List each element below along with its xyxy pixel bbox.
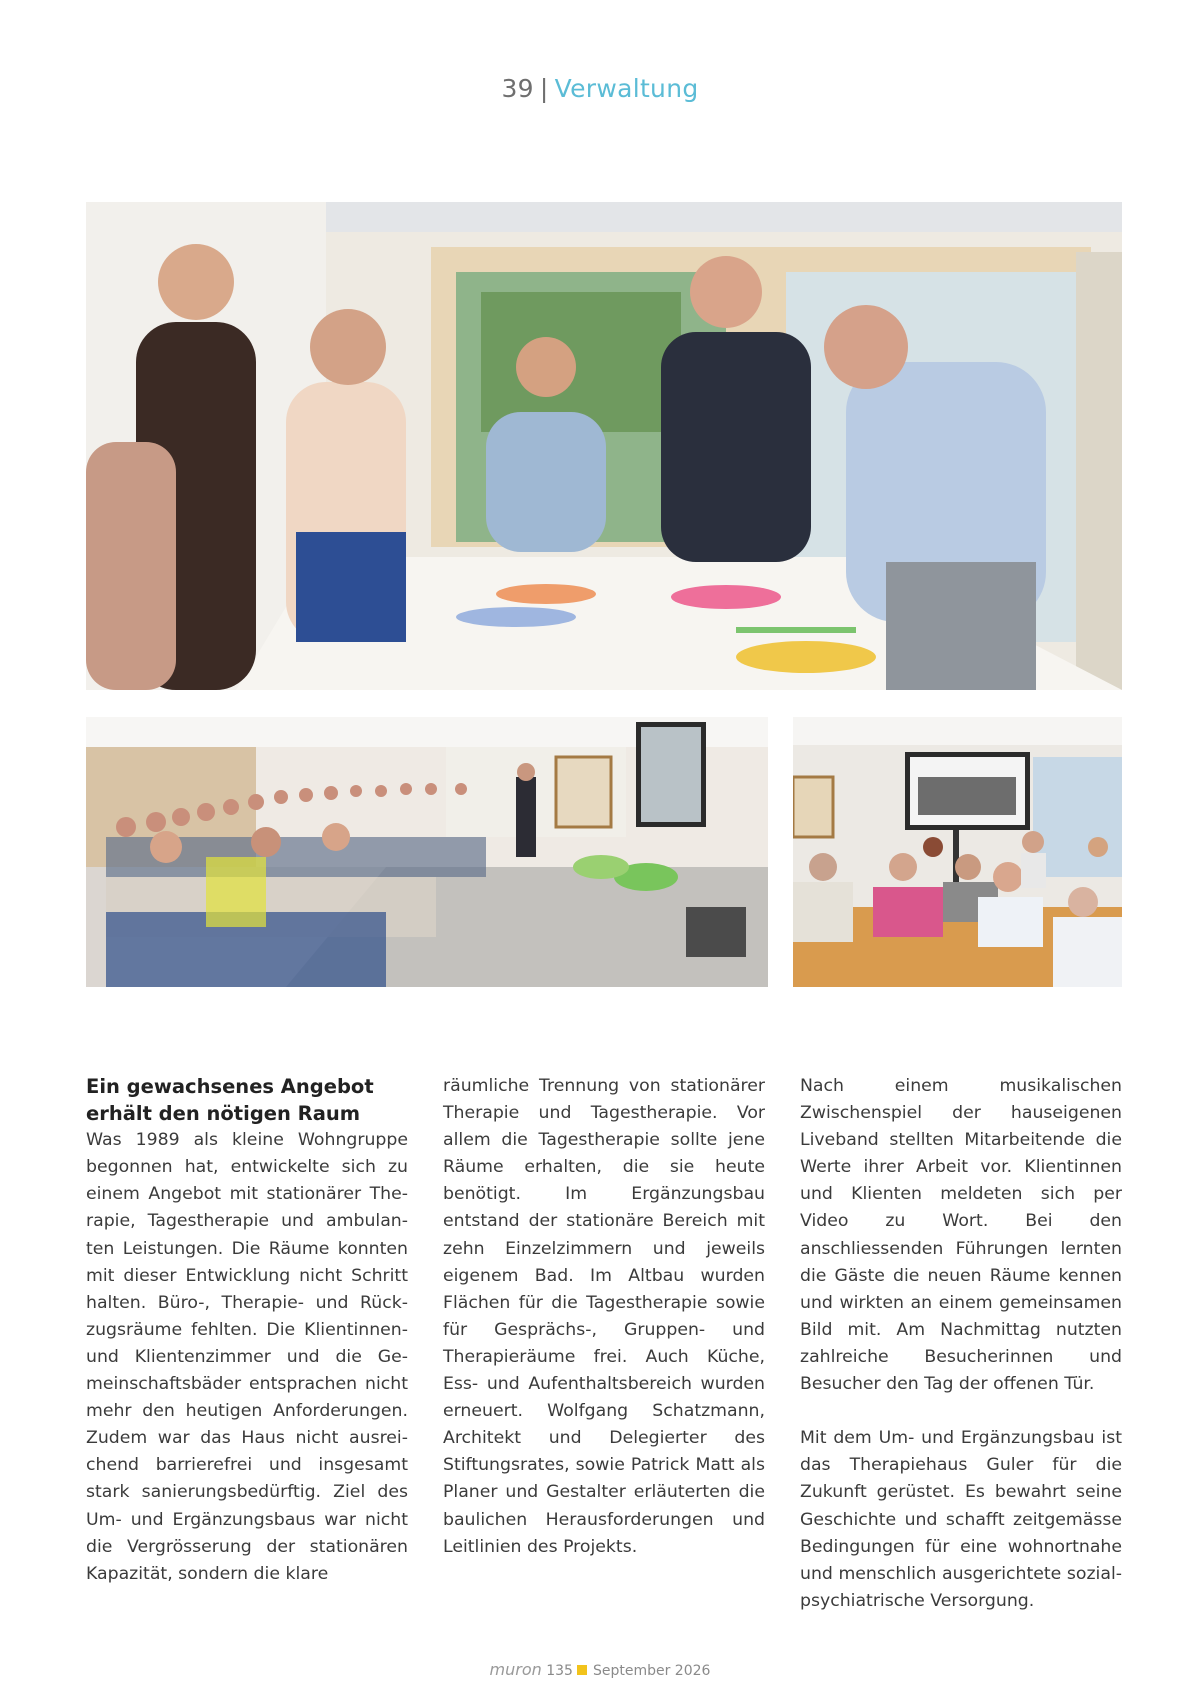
- issue-number: 135: [546, 1663, 573, 1679]
- article-column-1: [86, 1073, 408, 1588]
- page-header: [0, 74, 1200, 103]
- article-paragraph-2-continued: Nach einem musikalischen Zwischenspiel der hauseigenen Liveband stellten Mitarbeitende die Werte ihrer Arbeit vor. Klientinnen und Klienten meldeten sich per Video zu Wort. Bei den anschliessenden Führungen lernten die Gäste die neuen Räume kennen und wirkten an einem gemeinsamen Bild mit. Am Nachmittag nutzten zahlreiche Besucherinnen und Besucher den Tag der offenen Tür.: [800, 1076, 1122, 1395]
- photo-painting-table: [86, 202, 1122, 690]
- photo-audience-hall: [86, 717, 768, 987]
- article-column-2: [443, 1073, 765, 1588]
- article-paragraph-3: Mit dem Um- und Ergänzungsbau ist das Therapiehaus Guler für die Zukunft gerüstet. Es bewahrt seine Geschichte und schafft zeitgemässe Bedingungen für eine wohnortnahe und menschlich ausgerichtete sozialpsychiatrische Versorgung.: [800, 1428, 1122, 1611]
- article-paragraph-1-continued: räumliche Trennung von stationärer Therapie und Tagestherapie. Vor allem die Tagestherapie sollte jene Räume erhalten, die sie heute benötigt. Im Ergänzungsbau entstand der stationäre Bereich mit zehn Einzelzimmern und jeweils eigenem Bad. Im Altbau wurden Flächen für die Tagestherapie sowie für Gesprächs-, Gruppen- und Therapieräume frei. Auch Küche, Ess- und Aufenthaltsbereich wurden erneuert. Wolfgang Schatzmann, Architekt und Delegierter des Stiftungsrates, sowie Patrick Matt als Planer und Gestalter erläuterten die baulichen Herausforderungen und Leitlinien des Projekts.: [443, 1076, 765, 1557]
- page-number: 39: [501, 74, 534, 103]
- article-column-3: [800, 1073, 1122, 1615]
- page-footer: [0, 1660, 1200, 1679]
- footer-square-icon: [577, 1665, 587, 1675]
- section-title: Verwaltung: [554, 74, 699, 103]
- photo-presentation-screen: [793, 717, 1122, 987]
- article: [86, 1073, 1122, 1611]
- article-paragraph-1: Was 1989 als kleine Wohngruppe begonnen hat, entwickelte sich zu einem Angebot mit stationärer Therapie, Tagestherapie und ambulanten Leistungen. Die Räume konnten mit dieser Entwicklung nicht Schritt halten. Büro-, Therapie- und Rückzugsräume fehlten. Die Klientinnen- und Klientenzimmer und die Gemeinschaftsbäder entsprachen nicht mehr den heutigen Anforderungen. Zudem war das Haus nicht ausreichend barrierefrei und insgesamt stark sanierungsbedürftig. Ziel des Um- und Ergänzungsbaus war nicht die Vergrösserung der stationären Kapazität, sondern die klare: [86, 1130, 408, 1584]
- article-heading: Ein gewachsenes Angebot erhält den nötigen Raum: [86, 1075, 374, 1126]
- header-separator: |: [539, 74, 549, 103]
- magazine-name: muron: [489, 1660, 542, 1679]
- issue-date: September 2026: [592, 1663, 711, 1679]
